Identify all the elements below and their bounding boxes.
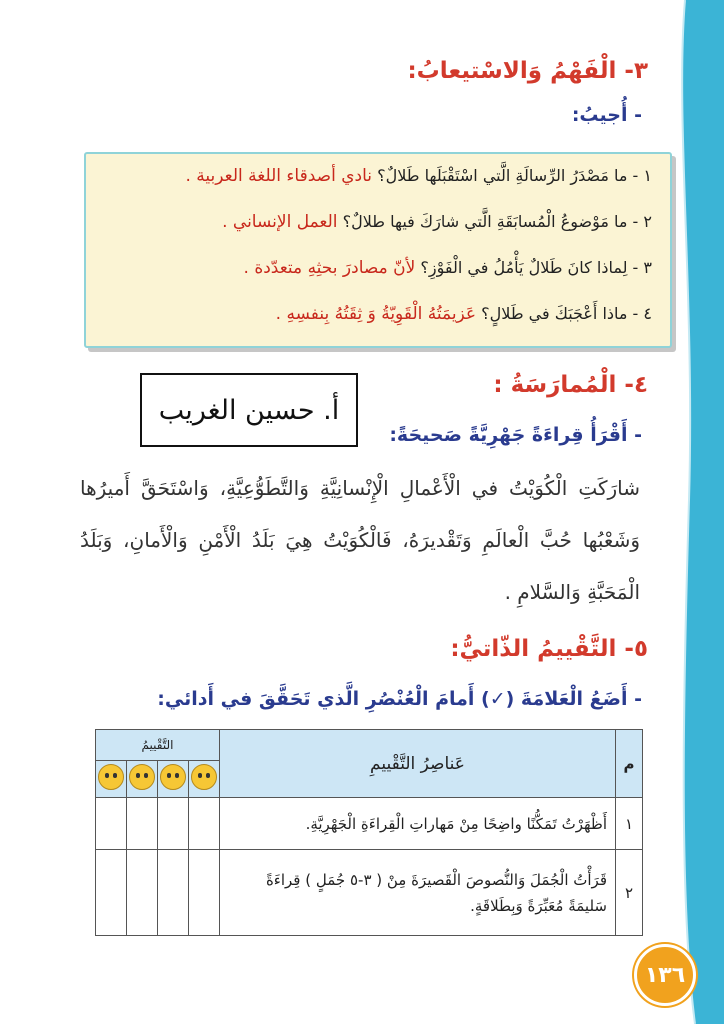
check-cell[interactable] (189, 798, 220, 850)
answer-3: لأنّ مصادرَ بحثِهِ متعدّدة . (243, 258, 416, 278)
sad-face-icon (98, 764, 124, 790)
page-number-badge: ١٣٦ (634, 944, 696, 1006)
answer-2: العمل الإنساني . (222, 212, 338, 232)
question-1 (186, 166, 653, 186)
face-cell-4 (96, 761, 127, 798)
answer-1: نادي أصدقاء اللغة العربية . (185, 166, 372, 186)
check-cell[interactable] (127, 798, 158, 850)
answer-label: - أُجيبُ: (571, 104, 642, 126)
face-cell-1 (189, 761, 220, 798)
face-cell-2 (158, 761, 189, 798)
excellent-face-icon (191, 764, 217, 790)
read-label: - أَقْرَأُ قِراءَةً جَهْرِيَّةً صَحيحَةً: (389, 424, 642, 446)
mark-label: - أَضَعُ الْعَلامَةَ (✓) أَمامَ الْعُنْصُرِ الَّذي تَحَقَّقَ في أَدائي: (157, 688, 642, 710)
question-4-text: ٤ - ماذا أَعْجَبَكَ في طَلالٍ؟ (481, 304, 652, 323)
table-row (96, 850, 643, 936)
check-cell[interactable] (96, 850, 127, 936)
section-3-number: ٣- (624, 58, 648, 84)
check-cell[interactable] (158, 798, 189, 850)
row-text: أَظْهَرْتُ تَمَكُّنًا واضِحًا مِنْ مَهاراتِ الْقِراءَةِ الْجَهْرِيَّةِ. (220, 798, 616, 850)
answer-4: عَزيمَتُهُ الْقَوِيّةُ وَ ثِقَتُهُ بِنفسِهِ . (275, 304, 477, 324)
check-cell[interactable] (96, 798, 127, 850)
check-cell[interactable] (158, 850, 189, 936)
good-face-icon (160, 764, 186, 790)
side-decoration-strip (664, 0, 724, 1024)
header-evaluation: التَّقْييمُ (96, 730, 220, 761)
question-2 (222, 212, 652, 232)
average-face-icon (129, 764, 155, 790)
question-2-text: ٢ - ما مَوْضوعُ الْمُسابَقَةِ الَّتي شارَكَ فيها طلالٌ؟ (342, 212, 652, 231)
section-4-number: ٤- (624, 372, 648, 398)
section-3-title: الْفَهْمُ وَالاسْتيعابُ: (407, 58, 617, 84)
face-cell-3 (127, 761, 158, 798)
reading-paragraph: شارَكَتِ الْكُوَيْتُ في الْأَعْمالِ الْإِنْسانِيَّةِ وَالتَّطَوُّعِيَّةِ، وَاسْتَحَقَّ أَميرُها وَشَعْبُها حُبَّ الْعالَمِ وَتَقْديرَهُ، فَالْكُوَيْتُ هِيَ بَلَدُ الْأَمْنِ وَالْأَمانِ، وَبَلَدُ الْمَحَبَّةِ وَالسَّلامِ . (80, 476, 640, 604)
section-3-heading (407, 58, 648, 84)
row-text: قَرَأْتُ الْجُمَلَ وَالنُّصوصَ الْقَصيرَةَ مِنْ ( ٣-٥ جُمَلٍ ) قِراءَةً سَليمَةً مُعَبِّرَةً وَبِطَلاقَةٍ. (220, 850, 616, 936)
section-5-title: التَّقْييمُ الذّاتيُّ: (450, 636, 617, 662)
section-5-number: ٥- (624, 636, 648, 662)
check-cell[interactable] (189, 850, 220, 936)
header-elements: عَناصِرُ التَّقْييمِ (220, 730, 616, 798)
teacher-name-stamp: أ. حسين الغريب (140, 373, 358, 447)
section-4-heading (493, 372, 648, 398)
self-evaluation-table (95, 729, 643, 936)
section-5-heading (450, 636, 648, 662)
question-1-text: ١ - ما مَصْدَرُ الرِّسالَةِ الَّتي اسْتَقْبَلَها طَلالٌ؟ (377, 166, 652, 185)
table-row (96, 798, 643, 850)
row-number: ١ (616, 798, 643, 850)
question-3-text: ٣ - لِماذا كانَ طَلالٌ يَأْمُلُ في الْفَوْزِ؟ (420, 258, 652, 277)
question-4 (276, 304, 652, 324)
question-3 (244, 258, 652, 278)
row-number: ٢ (616, 850, 643, 936)
questions-box (84, 152, 672, 348)
section-4-title: الْمُمارَسَةُ : (493, 372, 617, 398)
check-cell[interactable] (127, 850, 158, 936)
header-number: م (616, 730, 643, 798)
